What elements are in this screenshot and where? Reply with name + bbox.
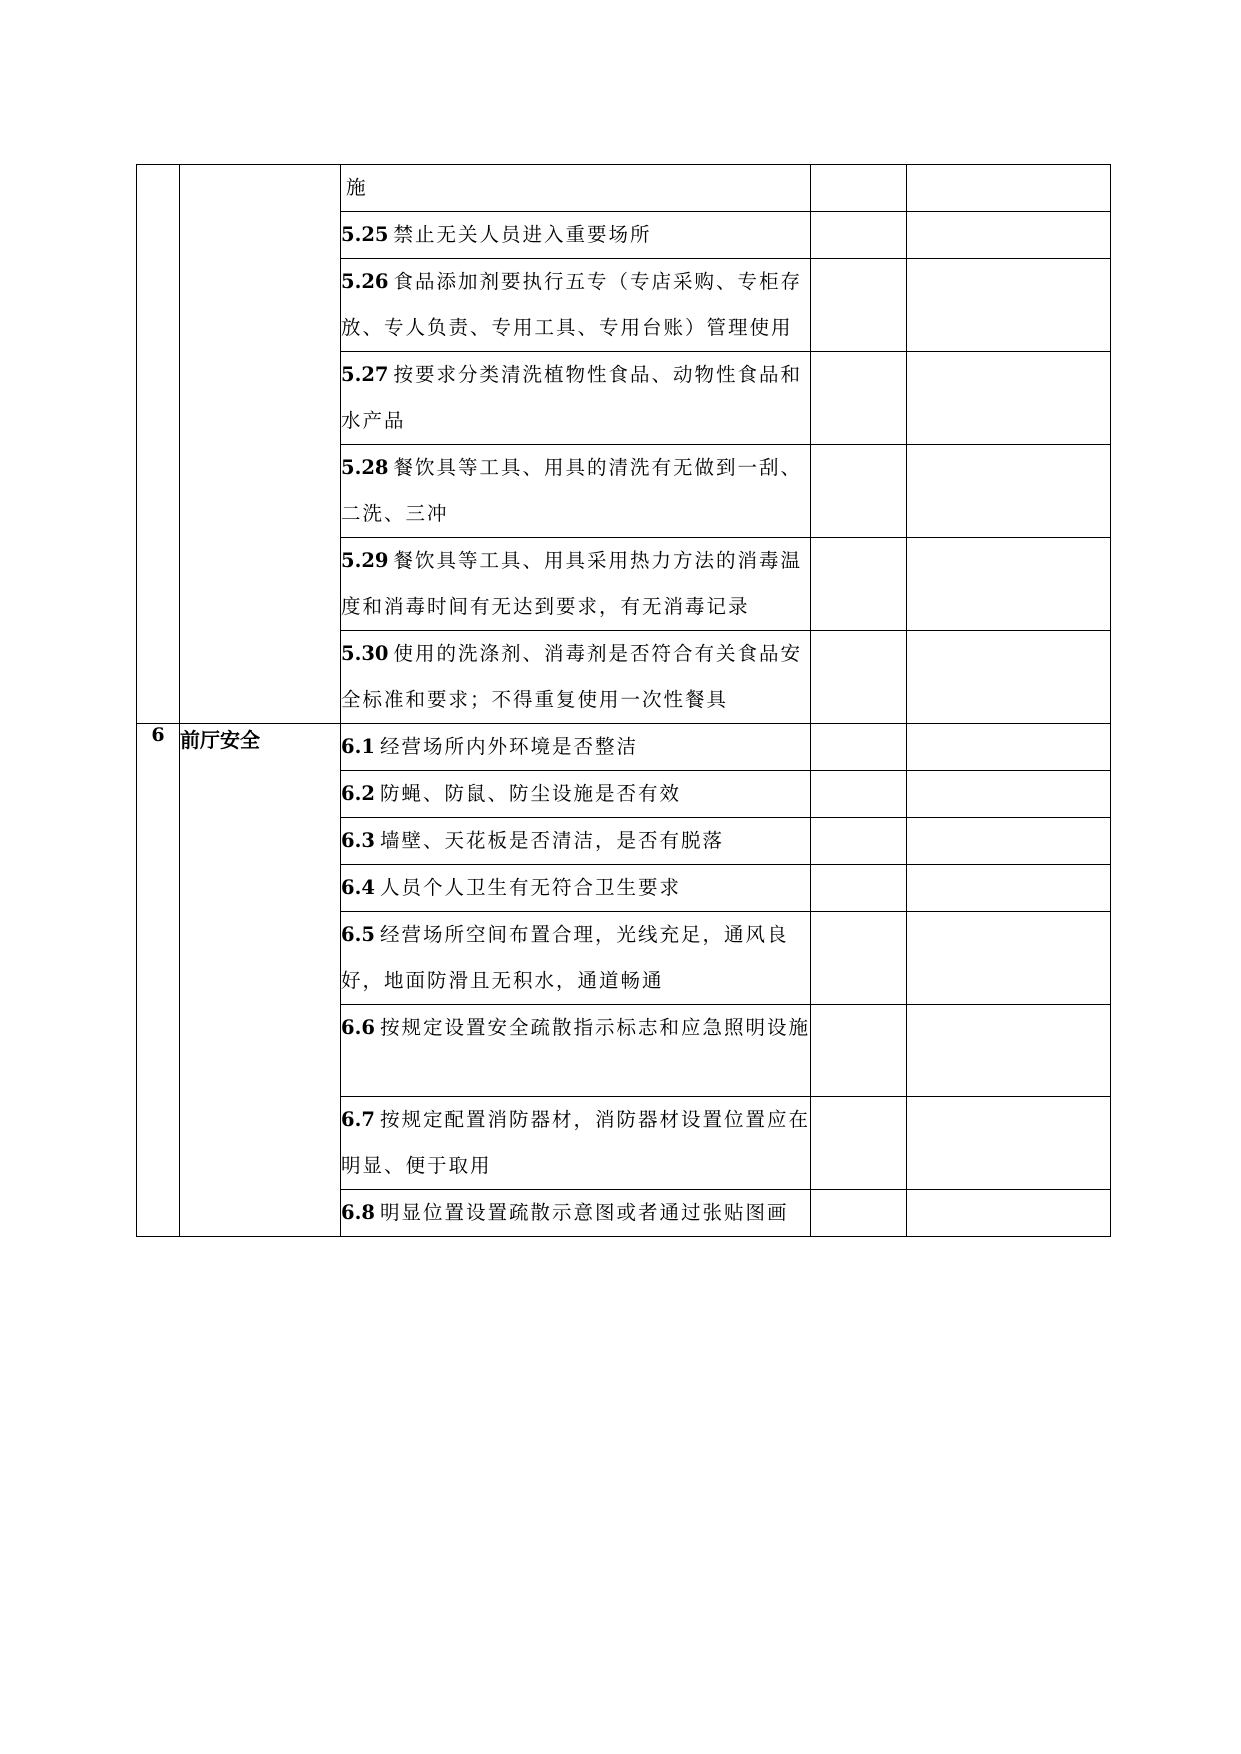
note-cell[interactable] bbox=[907, 865, 1111, 912]
item-cell bbox=[341, 445, 811, 538]
item-cell bbox=[341, 259, 811, 352]
item-text: 按规定配置消防器材，消防器材设置位置应在明显、便于取用 bbox=[341, 1108, 810, 1177]
note-cell[interactable] bbox=[907, 771, 1111, 818]
result-cell[interactable] bbox=[811, 865, 907, 912]
item-text: 食品添加剂要执行五专（专店采购、专柜存放、专人负责、专用工具、专用台账）管理使用 bbox=[341, 270, 803, 339]
item-text: 经营场所空间布置合理，光线充足，通风良好，地面防滑且无积水，通道畅通 bbox=[341, 923, 789, 992]
result-cell[interactable] bbox=[811, 445, 907, 538]
result-cell[interactable] bbox=[811, 724, 907, 771]
result-cell[interactable] bbox=[811, 165, 907, 212]
item-cell bbox=[341, 1190, 811, 1237]
table-row bbox=[137, 165, 1111, 212]
result-cell[interactable] bbox=[811, 212, 907, 259]
item-number: 6.7 bbox=[341, 1108, 375, 1131]
result-cell[interactable] bbox=[811, 1097, 907, 1190]
item-number: 6.1 bbox=[341, 735, 375, 758]
item-text: 防蝇、防鼠、防尘设施是否有效 bbox=[379, 782, 681, 805]
section-category-cell bbox=[180, 165, 341, 724]
item-number: 5.28 bbox=[341, 456, 389, 479]
item-cell bbox=[341, 352, 811, 445]
item-cell bbox=[341, 1097, 811, 1190]
item-number: 6.6 bbox=[341, 1016, 375, 1039]
item-cell bbox=[341, 631, 811, 724]
result-cell[interactable] bbox=[811, 818, 907, 865]
note-cell[interactable] bbox=[907, 912, 1111, 1005]
result-cell[interactable] bbox=[811, 352, 907, 445]
item-number: 5.30 bbox=[341, 642, 389, 665]
item-number: 6.3 bbox=[341, 829, 375, 852]
item-cell bbox=[341, 912, 811, 1005]
item-cell bbox=[341, 212, 811, 259]
result-cell[interactable] bbox=[811, 912, 907, 1005]
inspection-checklist-table bbox=[136, 164, 1111, 1237]
item-number: 5.25 bbox=[341, 223, 389, 246]
note-cell[interactable] bbox=[907, 1097, 1111, 1190]
item-text: 禁止无关人员进入重要场所 bbox=[393, 223, 652, 246]
result-cell[interactable] bbox=[811, 631, 907, 724]
note-cell[interactable] bbox=[907, 165, 1111, 212]
note-cell[interactable] bbox=[907, 631, 1111, 724]
result-cell[interactable] bbox=[811, 771, 907, 818]
item-cell bbox=[341, 1005, 811, 1097]
item-text: 施 bbox=[346, 176, 368, 199]
item-text: 经营场所内外环境是否整洁 bbox=[379, 735, 638, 758]
item-number: 5.27 bbox=[341, 363, 389, 386]
item-text: 使用的洗涤剂、消毒剂是否符合有关食品安全标准和要求；不得重复使用一次性餐具 bbox=[341, 642, 803, 711]
note-cell[interactable] bbox=[907, 1190, 1111, 1237]
item-text: 餐饮具等工具、用具的清洗有无做到一刮、二洗、三冲 bbox=[341, 456, 803, 525]
item-cell bbox=[341, 538, 811, 631]
item-cell bbox=[341, 771, 811, 818]
section-number-cell: 6 bbox=[137, 724, 180, 1237]
item-cell bbox=[341, 865, 811, 912]
note-cell[interactable] bbox=[907, 212, 1111, 259]
item-text: 墙壁、天花板是否清洁，是否有脱落 bbox=[379, 829, 724, 852]
item-cell bbox=[341, 818, 811, 865]
note-cell[interactable] bbox=[907, 352, 1111, 445]
item-number: 6.8 bbox=[341, 1201, 375, 1224]
item-text: 明显位置设置疏散示意图或者通过张贴图画 bbox=[379, 1201, 789, 1224]
item-cell bbox=[341, 165, 811, 212]
table-row bbox=[137, 724, 1111, 771]
item-text: 人员个人卫生有无符合卫生要求 bbox=[379, 876, 681, 899]
item-text: 按规定设置安全疏散指示标志和应急照明设施 bbox=[379, 1016, 810, 1039]
section-category-cell: 前厅安全 bbox=[180, 724, 341, 1237]
item-text: 按要求分类清洗植物性食品、动物性食品和水产品 bbox=[341, 363, 803, 432]
result-cell[interactable] bbox=[811, 1190, 907, 1237]
item-number: 6.5 bbox=[341, 923, 375, 946]
note-cell[interactable] bbox=[907, 445, 1111, 538]
result-cell[interactable] bbox=[811, 538, 907, 631]
result-cell[interactable] bbox=[811, 1005, 907, 1097]
item-number: 6.4 bbox=[341, 876, 375, 899]
item-text: 餐饮具等工具、用具采用热力方法的消毒温度和消毒时间有无达到要求，有无消毒记录 bbox=[341, 549, 803, 618]
result-cell[interactable] bbox=[811, 259, 907, 352]
item-number: 6.2 bbox=[341, 782, 375, 805]
note-cell[interactable] bbox=[907, 724, 1111, 771]
item-number: 5.26 bbox=[341, 270, 389, 293]
note-cell[interactable] bbox=[907, 538, 1111, 631]
item-number: 5.29 bbox=[341, 549, 389, 572]
section-number-cell bbox=[137, 165, 180, 724]
note-cell[interactable] bbox=[907, 259, 1111, 352]
note-cell[interactable] bbox=[907, 1005, 1111, 1097]
note-cell[interactable] bbox=[907, 818, 1111, 865]
item-cell bbox=[341, 724, 811, 771]
